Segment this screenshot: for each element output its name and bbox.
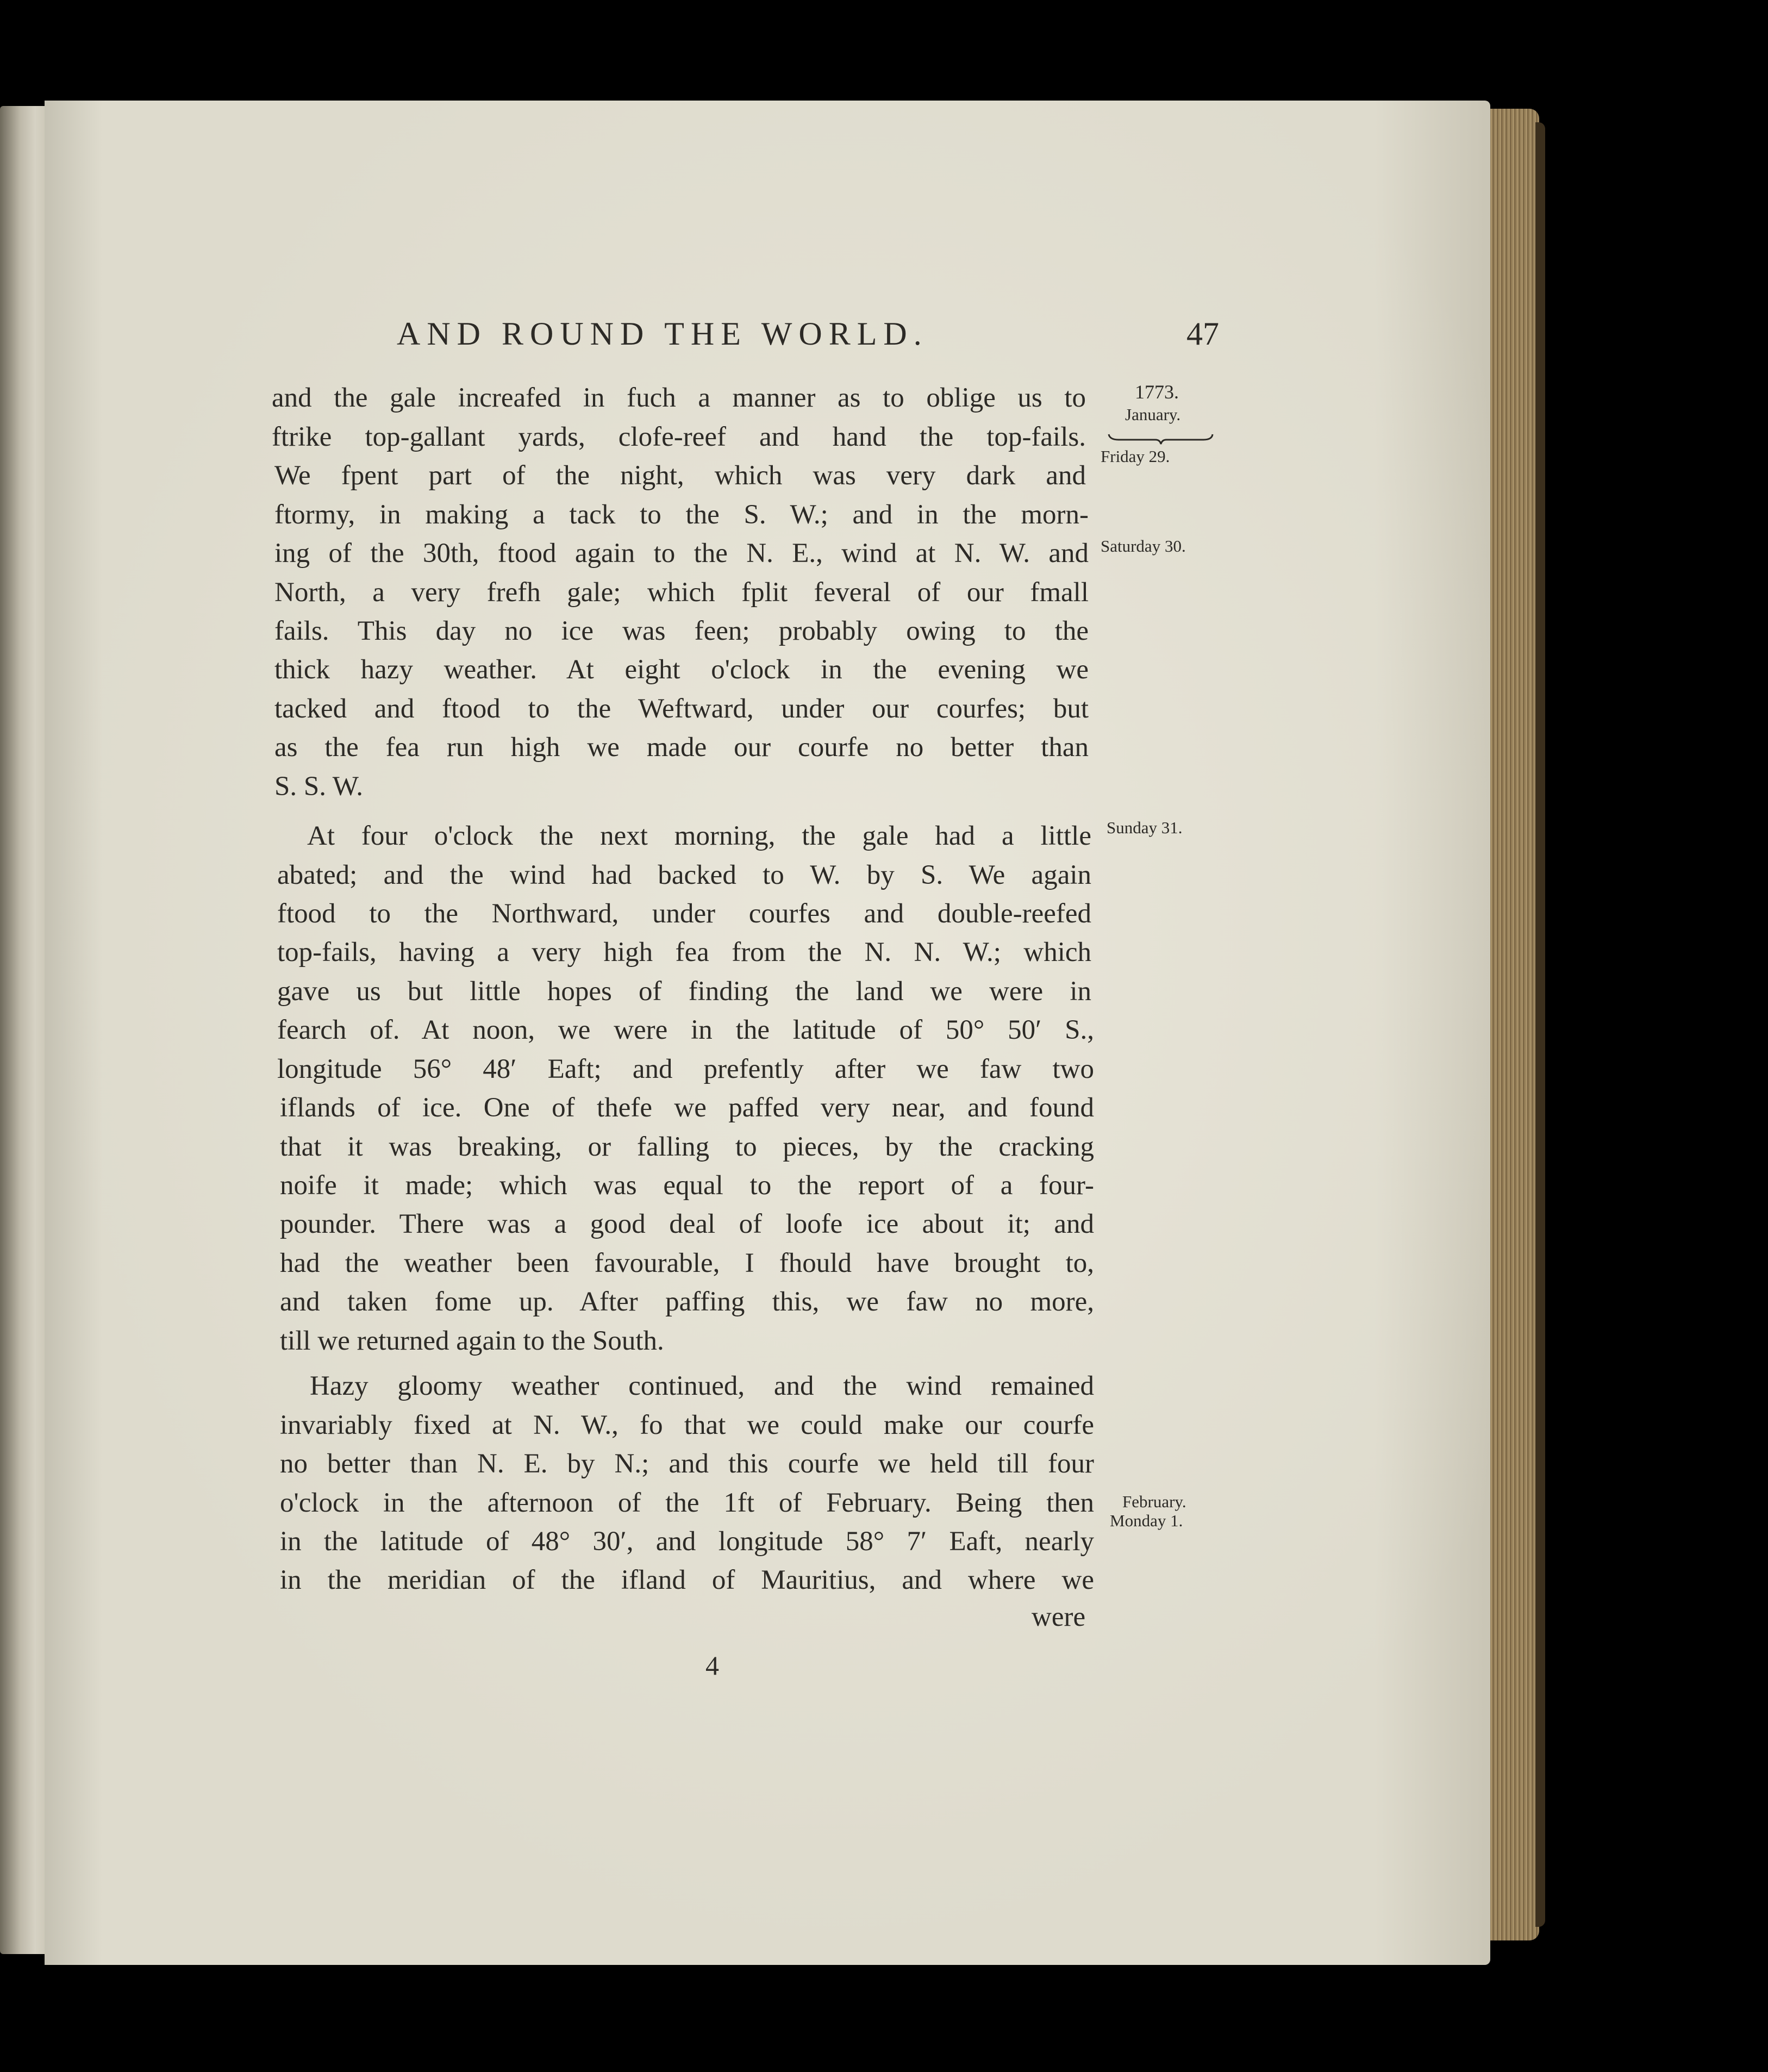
text-line: in the latitude of 48° 30′, and longitude 58° 7′ Eaft, nearly bbox=[280, 1526, 1094, 1557]
signature-mark: 4 bbox=[705, 1650, 719, 1681]
margin-note-friday: Friday 29. bbox=[1101, 447, 1170, 466]
margin-note-monday: Monday 1. bbox=[1110, 1511, 1183, 1530]
text-line: pounder. There was a good deal of loofe ice about it; and bbox=[280, 1209, 1094, 1239]
margin-note-february: February. bbox=[1122, 1492, 1186, 1511]
text-line: ing of the 30th, ftood again to the N. E., wind at N. W. and bbox=[274, 538, 1089, 569]
text-line: North, a very frefh gale; which fplit feveral of our fmall bbox=[274, 577, 1089, 608]
text-line: and taken fome up. After paffing this, we faw no more, bbox=[280, 1287, 1094, 1317]
margin-year: 1773. bbox=[1135, 381, 1179, 403]
book-cover-edge bbox=[1535, 122, 1545, 1927]
text-line: Hazy gloomy weather continued, and the wind remained bbox=[310, 1371, 1094, 1401]
text-line: thick hazy weather. At eight o'clock in the evening we bbox=[274, 654, 1089, 685]
text-line: that it was breaking, or falling to pieces, by the cracking bbox=[280, 1132, 1094, 1162]
text-line: At four o'clock the next morning, the gale had a little bbox=[307, 821, 1091, 851]
text-line: noife it made; which was equal to the report of a four- bbox=[280, 1170, 1094, 1201]
text-line: ftrike top-gallant yards, clofe-reef and hand the top-fails. bbox=[272, 422, 1086, 452]
text-line: tacked and ftood to the Weftward, under our courfes; but bbox=[274, 694, 1089, 724]
text-line: and the gale increafed in fuch a manner as to oblige us to bbox=[272, 383, 1086, 413]
text-line: iflands of ice. One of thefe we paffed very near, and found bbox=[280, 1093, 1094, 1123]
margin-brace bbox=[1108, 432, 1214, 445]
text-line: We fpent part of the night, which was very dark and bbox=[274, 460, 1086, 491]
text-line: invariably fixed at N. W., fo that we could make our courfe bbox=[280, 1410, 1094, 1440]
text-line: longitude 56° 48′ Eaft; and prefently after we faw two bbox=[277, 1054, 1094, 1084]
catchword: were bbox=[1032, 1602, 1086, 1632]
text-line: no better than N. E. by N.; and this courfe we held till four bbox=[280, 1449, 1094, 1479]
text-line: ftood to the Northward, under courfes and double-reefed bbox=[277, 898, 1091, 929]
text-line: as the fea run high we made our courfe no better than bbox=[274, 732, 1089, 763]
text-line: gave us but little hopes of finding the land we were in bbox=[277, 976, 1091, 1007]
running-head: AND ROUND THE WORLD. bbox=[397, 316, 928, 352]
text-line: S. S. W. bbox=[274, 771, 364, 802]
left-page-edge bbox=[0, 106, 50, 1954]
text-line: abated; and the wind had backed to W. by S. We again bbox=[277, 860, 1091, 890]
margin-note-sunday: Sunday 31. bbox=[1107, 818, 1183, 837]
text-line: fearch of. At noon, we were in the latitude of 50° 50′ S., bbox=[277, 1015, 1094, 1045]
page-block-edges bbox=[1490, 109, 1539, 1940]
text-line: ftormy, in making a tack to the S. W.; and in the morn- bbox=[274, 500, 1089, 530]
text-line: fails. This day no ice was feen; probably owing to the bbox=[274, 616, 1089, 646]
text-line: top-fails, having a very high fea from the N. N. W.; which bbox=[277, 937, 1091, 968]
text-line: in the meridian of the ifland of Mauritius, and where we bbox=[280, 1565, 1094, 1595]
text-line: had the weather been favourable, I fhould have brought to, bbox=[280, 1248, 1094, 1278]
margin-note-saturday: Saturday 30. bbox=[1101, 536, 1186, 556]
text-line: till we returned again to the South. bbox=[280, 1326, 664, 1356]
text-line: o'clock in the afternoon of the 1ft of February. Being then bbox=[280, 1488, 1094, 1518]
margin-month: January. bbox=[1125, 405, 1181, 424]
page-number: 47 bbox=[1186, 316, 1219, 352]
